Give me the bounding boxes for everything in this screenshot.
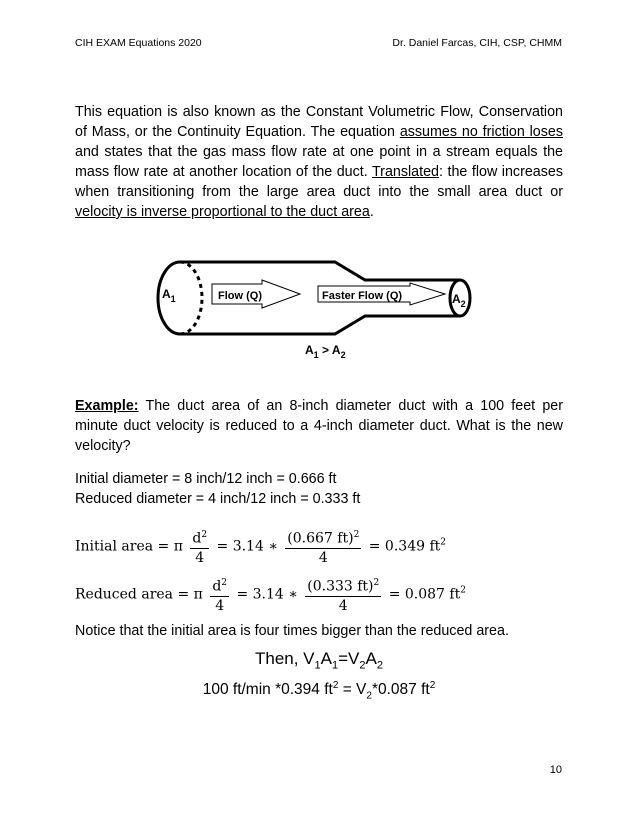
flow-label: Flow (Q) xyxy=(218,290,262,302)
reduced-diameter-line: Reduced diameter = 4 inch/12 inch = 0.333 ft xyxy=(75,491,361,507)
duct-diagram xyxy=(150,252,490,362)
initial-area-equation: Initial area = π $\frac{d^2}{4}$ = 3.14 ∗ $\frac{(0.667 ft)^2}{4}$ = 0.349 $ft^2$ xyxy=(75,526,446,567)
intro-paragraph: This equation is also known as the Constant Volumetric Flow, Conservation of Mass, or the Continuity Equation. The equation assumes no friction loses and states that the gas mass flow rate at one point in a stream equals the mass flow rate at another location of the duct. Translated: the flow increases when transitioning from the large area duct into the small area duct or velocity is inverse proportional to the duct area. xyxy=(75,104,564,220)
final-equation: 100 ft/min *0.394 $ft^2 = V_2*0.087$ $ft^2$ xyxy=(202,680,436,702)
a2-label: $A_2$ xyxy=(452,292,466,309)
faster-flow-label: Faster Flow (Q) xyxy=(322,290,403,302)
reduced-area-equation: Reduced area = π $\frac{d^2}{4}$ = 3.14 ∗ $\frac{(0.333 ft)^2}{4}$ = 0.087 $ft^2$ xyxy=(75,574,466,615)
example-paragraph: Example: The duct area of an 8-inch diameter duct with a 100 feet per minute duct velocity is reduced to a 4-inch diameter duct. What is the new velocity? xyxy=(75,398,563,454)
underlined-assumption: assumes no friction loses xyxy=(399,124,564,140)
duct-outline xyxy=(180,262,460,280)
area-relation-label: $A_1 > A_2$ xyxy=(305,343,346,360)
then-equation: Then, $V_1A_1=V_2A_2$ xyxy=(254,649,383,672)
underlined-translated: Translated xyxy=(371,164,440,180)
page-number: 10 xyxy=(549,764,562,776)
header-left: CIH EXAM Equations 2020 xyxy=(75,37,202,49)
header-right: Dr. Daniel Farcas, CIH, CSP, CHMM xyxy=(392,37,562,49)
a1-label: $A_1$ xyxy=(162,287,176,304)
example-label: Example: xyxy=(75,398,139,414)
notice-line: Notice that the initial area is four times bigger than the reduced area. xyxy=(75,623,509,639)
underlined-velocity-statement: velocity is inverse proportional to the duct area xyxy=(75,204,370,220)
initial-diameter-line: Initial diameter = 8 inch/12 inch = 0.666 ft xyxy=(75,471,337,487)
